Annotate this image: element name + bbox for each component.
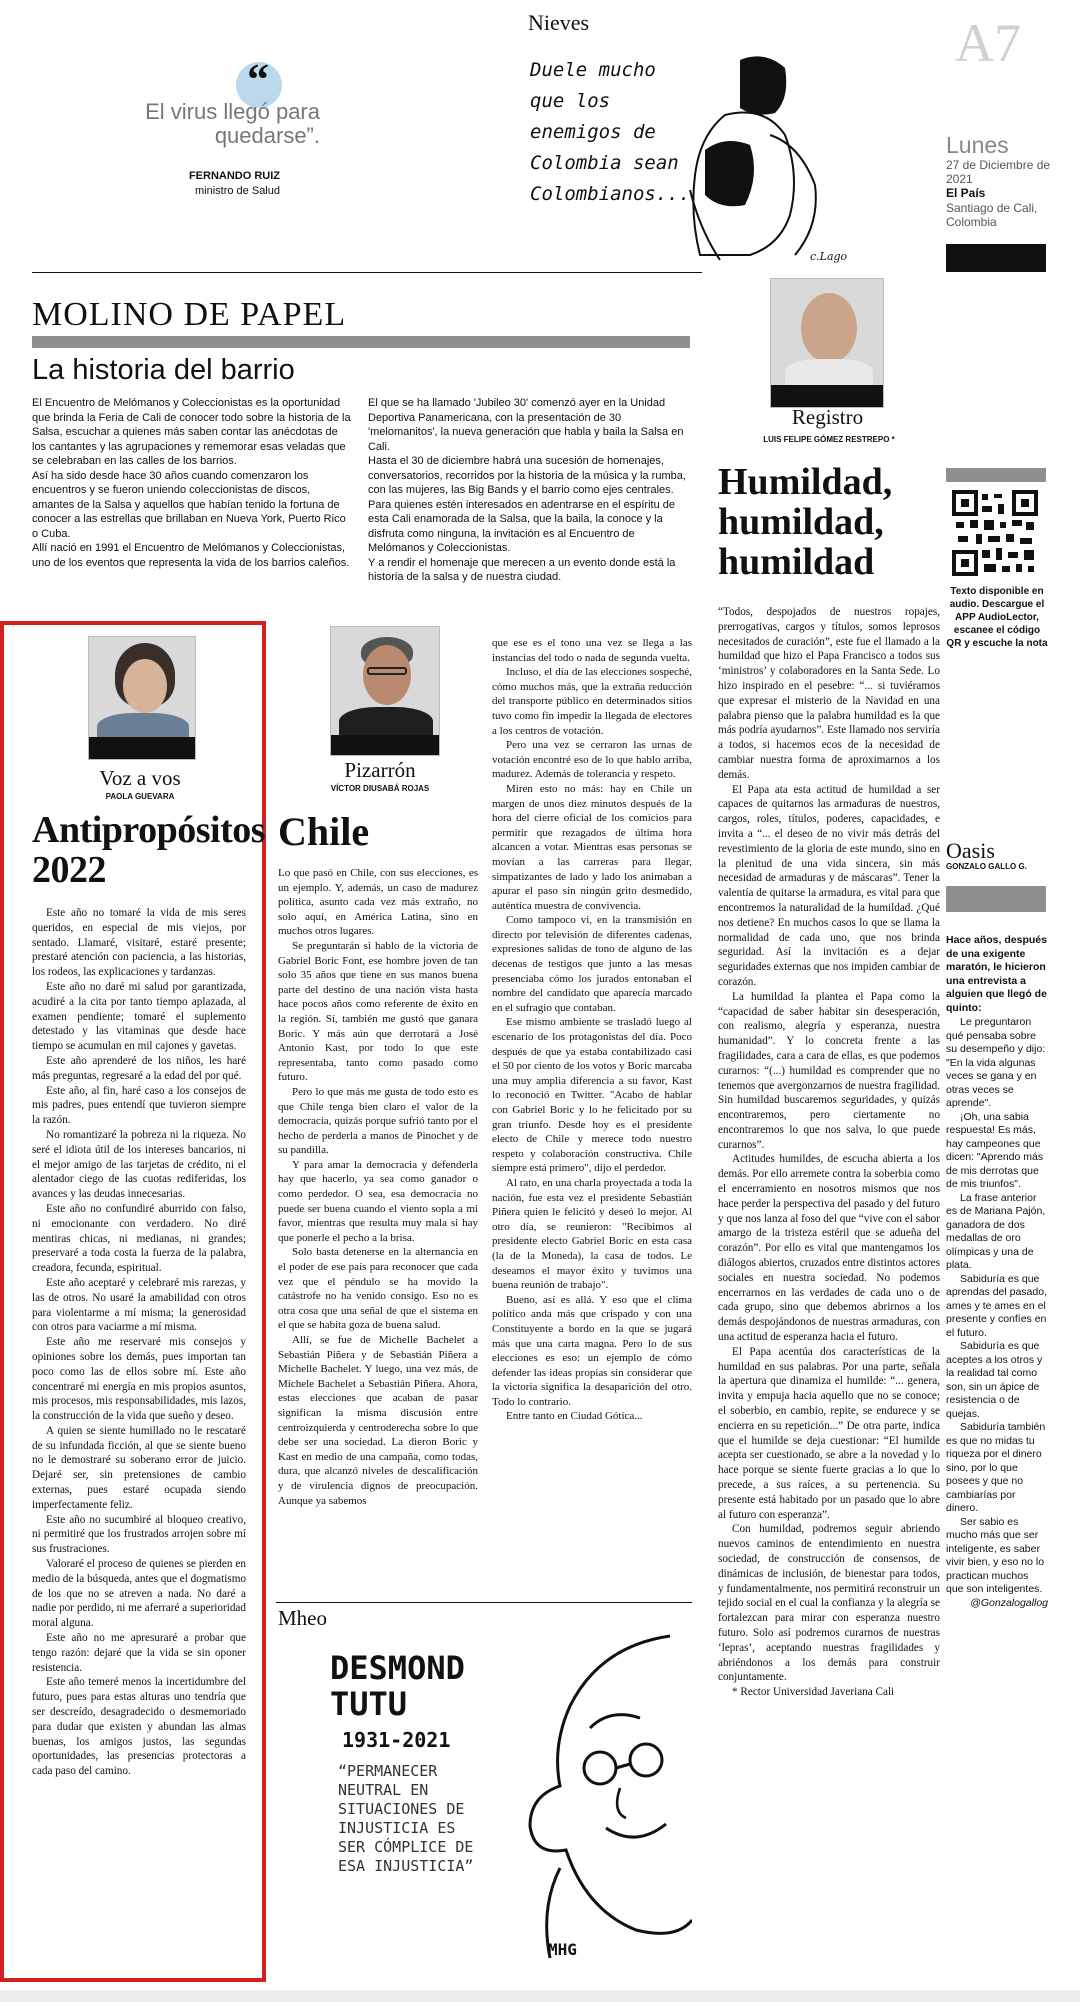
oasis-p4: Sabiduría es que aprendas del pasado, ames y te ames en el presente y confíes en el futuro. — [946, 1272, 1047, 1339]
molino-right-p1: El que se ha llamado 'Jubileo 30' comenzó ayer en la Unidad Deportiva Panamericana, con la presentación de 30 'melomanitos', la nueva generación que habla y baila la Salsa en Cali. — [368, 397, 684, 453]
mheo-cartoon-quote: “PERMANECER NEUTRAL EN SITUACIONES DE INJUSTICIA ES SER CÓMPLICE DE ESA INJUSTICIA” — [338, 1762, 474, 1875]
vozavos-p13: Este año temeré menos la incertidumbre del futuro, pues para estas alturas uno tendría que ser descreído, desagradecido o desmemoriado para dudar que existen y abundan las almas buenas, los amigos justos, las segundas oportunidades, las presencias protectoras a cada paso del camino. — [32, 1676, 246, 1778]
mheo-caricature — [520, 1628, 692, 1968]
pizarron-c1-p6: Allí, se fue de Michelle Bachelet a Sebastián Piñera y de Sebastián Piñera a Michelle Bachelet. Y luego, una vez más, de Michele Bachelet a Sebastián Piñera. Ahora, estas elecciones que acaban de pasar significan la misma discusión entre centroizquierda y centroderecha sobre lo que debe ser una sociedad. La dieron Boric y Kast en medio de una campaña, como todas, dura, que alcanzó niveles de descalificación y de virulencia dignos de preocupación. Aunque ya sabemos — [278, 1334, 478, 1507]
mheo-top-rule — [276, 1602, 692, 1603]
molino-right-p2: Hasta el 30 de diciembre habrá una sucesión de homenajes, conversatorios, recorridos por la historia de la música y la rumba, con las mujeres, las Big Bands y el barrio como ejes centrales. — [368, 455, 686, 496]
oasis-p2: ¡Oh, una sabia respuesta! Es más, hay campeones que dicen: "Aprendo más de mis derrotas que de mis triunfos". — [946, 1110, 1044, 1190]
pizarron-c1-p2: Se preguntarán si hablo de la victoria de Gabriel Boric Font, ese hombre joven de tan solo 35 años que tiene en sus manos buena parte del destino de una nación vista hasta hace pocos años como referente de éxito en la región. Sí, también me gustó que ganara Boric. Y más aún que derrotará a José Antonio Kast, por todo lo que este representaba, tanto como pasado como futuro. — [278, 939, 478, 1084]
pizarron-c2-p8: Bueno, así es allá. Y eso que el clima político anda más que crispado y con una Constituyente a bordo en la que se jugará más que una carta magna. Pero lo de sus elecciones es eso: un ejemplo de cómo defender las ideas propias sin considerar que la victoria significa la desaparición del otro. Todo lo contrario. — [492, 1293, 692, 1408]
cartoon-signature: c.Lago — [810, 250, 848, 263]
section-bar — [32, 336, 690, 348]
oasis-author: GONZALO GALLO G. — [946, 862, 1027, 871]
vozavos-p8: Este año me reservaré mis consejos y opiniones sobre los demás, pues importan tan poco como las de ellos sobre mí. Este año concentraré mi energía en mis propios asuntos, mis procesos, mis responsabilidades, mis lazos, la construcción de la vida que sueño y deseo. — [32, 1336, 246, 1423]
pizarron-c2-p7: Al rato, en una charla proyectada a toda la nación, fue esta vez el presidente Sebastián Piñera quien le felicitó y deseó lo mejor. Al otro día, se reunieron: "Recibimos al presidente electo Gabriel Boric en esta casa (la de la Moneda), la casa de todos. Le deseamos el mayor éxito y tuvimos una buena reunión de trabajo". — [492, 1176, 692, 1292]
oasis-p5: Sabiduría es que aceptes a los otros y la realidad tal como son, sin un ápice de resistencia o de quejas. — [946, 1340, 1043, 1420]
registro-footnote: * Rector Universidad Javeriana Cali — [732, 1686, 895, 1699]
vozavos-column-name: Voz a vos — [99, 766, 181, 790]
registro-p1: “Todos, despojados de nuestros ropajes, prerrogativas, cargos y títulos, somos leprosos necesitados de curación”, este fue el llamado a la humildad que hizo el Papa Francisco a todos sus ‘ministros’ y colaboradores en la Santa Sede. Lo hizo inspirado en el pesebre: “... si tuviéramos que expresar el misterio de la Navidad en una palabra pienso que la palabra humildad es la que más podría ayudarnos”. Este llamado nos serviría a todos, si hacemos ecos de la necesidad de cambiar nuestra forma de aproximarnos a los demás. — [718, 606, 940, 781]
pizarron-c2-p9: Entre tanto en Ciudad Gótica... — [506, 1410, 643, 1423]
registro-headline: Humildad, humildad, humildad — [718, 461, 893, 583]
registro-p3: La humildad la plantea el Papa como la “capacidad de saber habitar sin desesperación, con realismo, alegría y esperanza, nuestra humanidad”. Y lo concreta frente a las fragilidades, cara a cara de ellas, es que podemos curarnos: “(...) humildad es comprender que no tenemos que avergonzarnos de nuestra fragilidad. Sin humildad buscaremos seguridades, y quizás encontraremos, pero ciertamente no encontraremos lo que nos salva, lo que puede curarnos”. — [718, 990, 940, 1151]
vozavos-p6: Este año no confundiré aburrido con falso, ni emocionante con verdadero. No diré mentiras chicas, ni medianas, ni grandes; preservaré a toda costa la fuerza de la palabra, creadora, fecunda, espiritual. — [32, 1202, 246, 1275]
vozavos-author: PAOLA GUEVARA — [105, 792, 175, 801]
pizarron-c1-p5: Solo basta detenerse en la alternancia en el poder de ese país para reconocer que cada vez que el péndulo se ha movido la catástrofe no ha venido consigo. Eso no es otra cosa que una señal de que el sistema en el que se habita goza de buena salud. — [278, 1246, 478, 1332]
vozavos-p5: No romantizaré la pobreza ni la riqueza. No seré el idiota útil de los intereses bancarios, ni el mejor amigo de las tarjetas de crédito, ni el alentador ciego de las cuotas rediferidas, los avances y las deudas innecesarias. — [32, 1128, 246, 1201]
vozavos-author-photo — [88, 636, 196, 760]
vozavos-p7: Este año aceptaré y celebraré mis rarezas, y las de otros. No usaré la amabilidad con otros para violentarme a mí misma; la generosidad con otros para vaciarme a mí misma. — [32, 1276, 246, 1334]
page-location: Santiago de Cali, Colombia — [946, 201, 1038, 229]
vozavos-p1: Este año no tomaré la vida de mis seres queridos, en especial de mis viejos, por sentado. Llamaré, visitaré, estaré presente; prestaré atención con paciencia, a las historias, los rodeos, las explicaciones y tardanzas. — [32, 907, 246, 979]
registro-column-name: Registro — [791, 405, 864, 429]
pizarron-c2-p1: que ese es el tono una vez se llega a las instancias del todo o nada de segunda vuelta. — [492, 637, 692, 664]
mheo-title: Mheo — [278, 1606, 327, 1630]
oasis-p3: La frase anterior es de Mariana Pajón, ganadora de dos medallas de oro olímpicas y una de plata. — [946, 1191, 1046, 1271]
molino-left-p1: El Encuentro de Melómanos y Coleccionistas es la oportunidad que brinda la Feria de Cali de conocer todo sobre la historia de la Salsa, escuchar a quienes más saben contar las anécdotas de los cantantes y las agrupaciones y rememorar esas veladas que se celebraban en las calles de los barrios. — [32, 397, 351, 467]
oasis-column-name: Oasis — [946, 838, 995, 863]
vozavos-p9: A quien se siente humillado no le rescataré de su infundada ficción, al que se siente bueno no le demostraré su soberano error de juicio. Dejaré ser, sin pretensiones de cambio externas, pues estaré ocupada siendo imperfectamente feliz. — [32, 1424, 246, 1511]
registro-author-photo — [770, 278, 884, 408]
vozavos-p12: Este año no me apresuraré a probar que tengo razón: dejaré que la vida se sin oponer resistencia. — [32, 1632, 246, 1674]
molino-left-p2: Así ha sido desde hace 30 años cuando comenzaron los encuentros y se fueron uniendo coleccionistas de discos, amantes de la Salsa y aquellos que habían tenido la fortuna de conocer a las estrellas que brillaban en Nueva York, Puerto Rico o Cuba. — [32, 469, 346, 540]
footer-rule — [0, 1990, 1080, 2002]
quote-mark: “ — [247, 55, 269, 104]
page-info-bar — [946, 244, 1046, 272]
pizarron-c2-p3: Pero una vez se cerraron las urnas de votación encontré eso de lo que hablo arriba, madurez. Además de tolerancia y respeto. — [492, 739, 692, 781]
oasis-p6: Sabiduría también es que no midas tu riqueza por el dinero sino, por lo que posees y que no cambiarías por dinero. — [946, 1421, 1046, 1514]
section-title: MOLINO DE PAPEL — [32, 296, 347, 333]
oasis-p7: Ser sabio es mucho más que ser inteligente, es saber vivir bien, y eso no lo practican muchos que son inteligentes. — [946, 1515, 1045, 1595]
page-paper: El País — [946, 186, 986, 200]
pizarron-c1-p3: Pero lo que más me gusta de todo esto es que Chile tenga bien claro el valor de la democracia, quizás porque sufrió tanto por el hecho de perderla a manos de Pinochet y de su pandilla. — [278, 1085, 478, 1157]
pizarron-c2-p5: Como tampoco vi, en la transmisión en directo por televisión de diferentes cadenas, expresiones salidas de tono de alguno de las decenas de testigos que junto a las mesas presenciaba cómo los jurados entonaban el nombre del candidato que aparecía marcado en el sufragio que contaban. — [492, 914, 692, 1014]
molino-right-p3: Para quienes estén interesados en adentrarse en el espíritu de esta Cali enamorada de la Salsa, que la baila, la conoce y la disfruta como ninguna, la invitación es al Encuentro de Melómanos y Coleccionistas. — [368, 498, 675, 554]
page-date: 27 de Diciembre de 2021 — [946, 158, 1051, 186]
qr-top-bar — [946, 468, 1046, 482]
registro-body — [718, 605, 940, 1700]
vozavos-p4: Este año, al fin, haré caso a los consejos de mis padres, pues entendí que tuvieron siempre la razón. — [32, 1084, 246, 1127]
mheo-cartoon-name: DESMOND TUTU — [330, 1649, 465, 1723]
pizarron-headline: Chile — [278, 809, 370, 854]
mheo-signature: MHG — [548, 1940, 577, 1959]
vozavos-body — [32, 906, 246, 1779]
vozavos-p3: Este año aprenderé de los niños, les haré más preguntas, regresaré a la edad del por qué. — [32, 1054, 246, 1082]
pizarron-author-photo — [330, 626, 440, 756]
header-rule — [32, 272, 702, 273]
vozavos-p10: Este año no sucumbiré al bloqueo creativo, ni permitiré que los frustrados arrojen sobre mí sus frustraciones. — [32, 1513, 246, 1556]
pizarron-c2-p2: Incluso, el día de las elecciones sospeché, cómo muchos más, que la extraña reducción del transporte público en determinados sitios tuvo como fin impedir la llegada de electores a los centros de votación. — [492, 666, 692, 737]
oasis-handle: @Gonzalogallog — [970, 1596, 1048, 1609]
vozavos-headline: Antipropósitos 2022 — [32, 809, 266, 891]
oasis-p1: Le preguntaron qué pensaba sobre su desempeño y dijo: "En la vida algunas veces se gana y en otras veces se aprende". — [946, 1016, 1046, 1109]
pizarron-col1 — [278, 866, 478, 1508]
desmond-tutu-caricature-drawing — [520, 1628, 692, 1968]
vozavos-p11: Valoraré el proceso de quienes se pierden en medio de la búsqueda, antes que el dogmatismo de los que no se atreven a nada. No daré a nadie por perdido, ni me aferraré a superioridad moral alguna. — [32, 1558, 246, 1630]
pizarron-c1-p1: Lo que pasó en Chile, con sus elecciones, es un ejemplo. Y, además, un caso de madurez política, asunto cada vez más extraño, no solo aquí, en América Latina, sino en muchos otros lugares. — [278, 867, 478, 938]
molino-col-right — [368, 396, 690, 585]
registro-author: LUIS FELIPE GÓMEZ RESTREPO * — [763, 435, 895, 444]
pizarron-c2-p4: Miren esto no más: hay en Chile un margen de unos diez minutos después de la hora del cierre oficial de los comicios para permitir que rezagados de última hora alcancen a votar. Mientras esas personas se movían a las carreras para llegar, simpatizantes de lado y lado los animaban a apurar el paso sin ningún grito desmedido, auténtica muestra de convivencia. — [492, 782, 692, 912]
vozavos-p2: Este año no daré mi salud por garantizada, acudiré a la cita por tanto tiempo aplazada, al examen pendiente; tomaré el suplemento detestado y las vitaminas que desde hace tiempo se acumulan en mil cajones y gavetas. — [32, 980, 246, 1053]
cartoon-handwritten-text: Duele mucho que los enemigos de Colombia sean Colombianos... — [530, 59, 691, 205]
mheo-cartoon-years: 1931-2021 — [342, 1728, 451, 1752]
pizarron-c1-p4: Y para amar la democracia y defenderla hay que hacerlo, ya sea como ganador o como perdedor. O sea, esa democracia no puede ser buena cuando el viento sopla a mi favor, mientras que resulta muy mala si hay que ponerle el pecho a la brisa. — [278, 1158, 478, 1244]
quote-author: FERNANDO RUIZ — [188, 170, 280, 182]
registro-p5: El Papa acentúa dos características de la humildad en sus palabras. Por una parte, señala la apertura que dinamiza el humilde: “... genera, invita y empuja hacia aquello que no se conoce; el soberbio, en cambio, repite, se endurece y se encierra en su repetición...” De otra parte, indica que el humilde se deja cuestionar: “El humilde acepta ser cuestionado, se abre a la novedad y lo hace porque se siente fuerte gracias a lo que lo precede, a sus raíces, a su pertenencia. Su presente está habitado por un pasado que lo abre al futuro con esperanza”. — [718, 1345, 940, 1521]
quote-role: ministro de Salud — [195, 185, 280, 197]
qr-code-icon[interactable] — [952, 490, 1038, 576]
quote-text: El virus llegó para quedarse”. — [145, 99, 320, 148]
oasis-lead: Hace años, después de una exigente maratón, le hicieron una entrevista a alguien que llegó de quinto: — [946, 934, 1047, 1014]
pizarron-col2 — [492, 636, 692, 1424]
oasis-body — [946, 1016, 1048, 1610]
pizarron-c2-p6: Ese mismo ambiente se trasladó luego al escenario de los protagonistas del día. Poco después de que ya estaba contabilizado casi el 50 por ciento de los votos y Boric marcaba una muy amplia diferencia a su favor, Kast lo reconoció en Twitter. "Acabo de hablar con Gabriel Boric y lo he felicitado por su gran triunfo. Desde hoy es el presidente electo de Chile y merece todo nuestro respeto y colaboración constructiva. Chile siempre está primero", dijo el perdedor. — [492, 1016, 692, 1175]
qr-caption: Texto disponible en audio. Descargue el APP AudioLector, escanee el código QR y escuche la nota — [946, 586, 1048, 649]
pizarron-column-name: Pizarrón — [344, 758, 416, 782]
page-day: Lunes — [946, 132, 1009, 158]
molino-right-p4: Y a rendir el homenaje que merecen a un evento donde está la historia de la salsa y de nuestra ciudad. — [368, 556, 676, 583]
registro-p2: El Papa ata esta actitud de humildad a ser capaces de quitarnos las armaduras de nuestros, cargos, roles, títulos, poderes, capacidades, e invita a “... el deseo de no vivir más detrás del revestimiento de la gloria de este mundo, sino en la plenitud de una vida sincera, sin más necesidad de armaduras y de máscaras”. Tener la valentía de quitarse la armadura, es vital para que encontremos la naturalidad de la humildad. ¿Qué nos detiene? En muchos casos lo que se llama la normalidad de cada uno, que nos brinda seguridad. Así la invitación es a dejar seguridades externas que nos impiden cambiar de corazón. — [718, 783, 940, 988]
molino-headline: La historia del barrio — [32, 354, 295, 386]
oasis-bar — [946, 886, 1046, 912]
registro-p6: Con humildad, podremos seguir abriendo nuevos caminos de entendimiento en nuestra sociedad, de construcción de consensos, de dinámicas de inclusión, de bienestar para todos, y fundamentalmente, nos permitirá reconstruir un tejido social en el cual la confianza y la alegría se fortalezcan para mirar con esperanza nuestro futuro. Solo así podremos curarnos de nuestras ‘lepras’, aceptando nuestras fragilidades y abriéndonos a los demás para construir conjuntamente. — [718, 1523, 940, 1684]
registro-p4: Actitudes humildes, de escucha abierta a los demás. Por ello arremete contra la soberbia como el encerramiento en nosotros mismos que nos hace perder la perspectiva del pasado y del futuro y que nos lanza al foso del que “vive con el sabor amargo de la tristeza estéril que se adueña del corazón”. Por ello es vital que mantengamos los diálogos abiertos, cruzados entre distintos actores sociales en nuestra sociedad. No podemos encerrarnos en las verdades de cada uno o de cada grupo, sino que debemos abrirnos a los demás despojándonos de nuestras armaduras, con una actitud de esperanza hacia el futuro. — [718, 1153, 940, 1344]
page-number: A7 — [955, 13, 1021, 73]
cartoon-title: Nieves — [528, 10, 590, 35]
molino-col-left — [32, 396, 354, 570]
pizarron-author: VÍCTOR DIUSABÁ ROJAS — [330, 784, 430, 793]
molino-left-p3: Allí nació en 1991 el Encuentro de Melómanos y Coleccionistas, uno de los eventos que representa la vida de los barrios caleños. — [32, 542, 350, 569]
